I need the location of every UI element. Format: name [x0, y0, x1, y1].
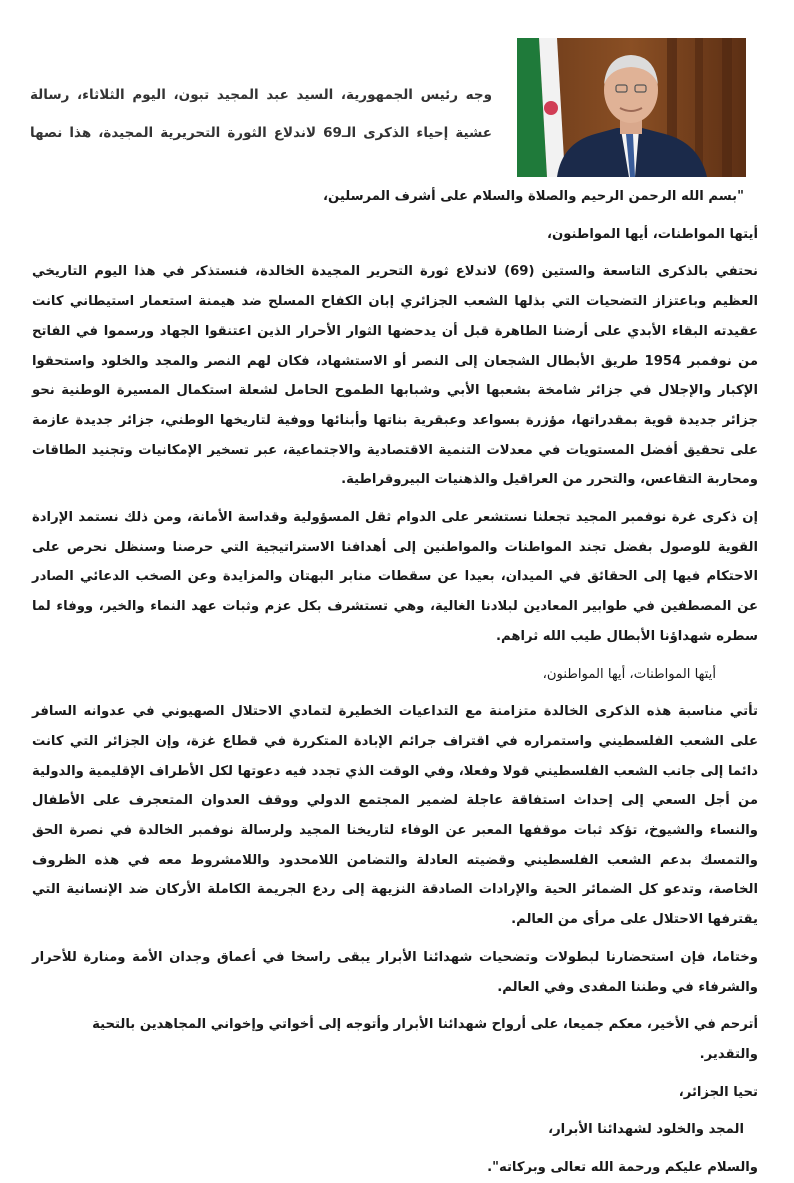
president-portrait — [517, 38, 746, 177]
paragraph-4: وختاما، فإن استحضارنا لبطولات وتضحيات شهدائنا الأبرار يبقى راسخا في أعماق وجدان الأمة ومنارة للأحرار والشرفاء في وطننا المفدى وفي العالم. — [32, 949, 758, 995]
intro-line-2: عشية إحياء الذكرى الـ69 لاندلاع الثورة التحريرية المجيدة، هذا نصها — [30, 125, 492, 141]
intro-text — [30, 76, 492, 152]
paragraph-1: نحتفي بالذكرى التاسعة والستين (69) لاندلاع ثورة التحرير المجيدة الخالدة، فنستذكر في هذا اليوم التاريخي العظيم وباعتزاز التضحيات التي بذلها الشعب الجزائري إبان الكفاح المسلح ضد هيمنة استعمار استيطاني كانت عقيدته البقاء الأبدي على أرضنا الطاهرة قبل أن يدحضها الثوار الأحرار الذين اعتنقوا الجهاد ورسموا في الفاتح من نوفمبر 1954 طريق الأبطال الشجعان إلى النصر أو الاستشهاد، فكان لهم النصر والمجد والخلود واستحقوا الإكبار والإجلال في جزائر شامخة بشعبها الأبي وشبابها الطموح الحامل لشعلة استكمال المسيرة الوطنية نحو جزائر جديدة قوية بمقدراتها، مؤزرة بسواعد وعبقرية بناتها وأبنائها ووفية لتاريخها الوطني، جزائر جديدة عازمة على تحقيق أفضل المستويات في معدلات التنمية الاقتصادية والاجتماعية، عبر تسخير الإمكانيات وتجنيد الطاقات ومحاربة التقاعس، والتحرر من العراقيل والذهنيات البيروقراطية. — [32, 264, 759, 488]
closing-salam: والسلام عليكم ورحمة الله تعالى وبركاته". — [487, 1160, 758, 1176]
closing-long-live: تحيا الجزائر، — [678, 1084, 758, 1100]
salutation-2: أيتها المواطنات، أيها المواطنون، — [542, 666, 716, 682]
letter-body — [32, 182, 758, 1183]
paragraph-2: إن ذكرى غرة نوفمبر المجيد تجعلنا نستشعر على الدوام ثقل المسؤولية وقداسة الأمانة، ومن ذلك نستمد الإرادة القوية للوصول بفضل تجند المواطنات والمواطنين إلى أهدافنا الاستراتيجية التي حرصنا وسنظل نحرص على الاحتكام فيها إلى الحقائق في الميدان، بعيدا عن سقطات منابر البهتان والمزايدة وعن الصخب الدعائي الصادر عن المصطفين في طوابير المعادين لبلادنا الغالية، وهي تستشرف بكل عزم وثبات عهد النماء والخير، ووفاء لما سطره شهداؤنا الأبطال طيب الله ثراهم. — [32, 510, 758, 644]
portrait-image — [517, 38, 746, 177]
basmala: "بسم الله الرحمن الرحيم والصلاة والسلام على أشرف المرسلين، — [322, 189, 744, 204]
intro-line-1: وجه رئيس الجمهورية، السيد عبد المجيد تبون، اليوم الثلاثاء، رسالة — [30, 87, 492, 103]
closing-glory: المجد والخلود لشهدائنا الأبرار، — [548, 1122, 744, 1138]
paragraph-3: تأتي مناسبة هذه الذكرى الخالدة متزامنة مع التداعيات الخطيرة لتمادي الاحتلال الصهيوني في عدوانه السافر على الشعب الفلسطيني واستمراره في اقتراف جرائم الإبادة المتكررة في قطاع غزة، وإن الجزائر التي كانت دائما إلى جانب الشعب الفلسطيني قولا وفعلا، وفي الوقت الذي تجدد فيه دعوتها لكل الأطراف الإقليمية والدولية من أجل السعي إلى إحداث استفاقة عاجلة لضمير المجتمع الدولي ووقف العدوان المتعجرف على الأطفال والنساء والشيوخ، تؤكد ثبات موقفها المعبر عن الوفاء لتاريخنا المجيد ولرسالة نوفمبر الخالدة في نصرة الحق والتمسك بدعم الشعب الفلسطيني وقضيته العادلة والتضامن اللامحدود واللامشروط معه في هذه الظروف الخاصة، وتدعو كل الضمائر الحية والإرادات الصادقة النزيهة إلى ردع الجريمة الكاملة الأركان ضد الإنسانية التي يقترفها الاحتلال على مرأى من العالم. — [32, 704, 758, 928]
salutation-1: أيتها المواطنات، أيها المواطنون، — [547, 226, 758, 242]
paragraph-5: أترحم في الأخير، معكم جميعا، على أرواح شهدائنا الأبرار وأتوجه إلى أخواتي وإخواني المجاهدين بالتحية والتقدير. — [92, 1017, 758, 1062]
